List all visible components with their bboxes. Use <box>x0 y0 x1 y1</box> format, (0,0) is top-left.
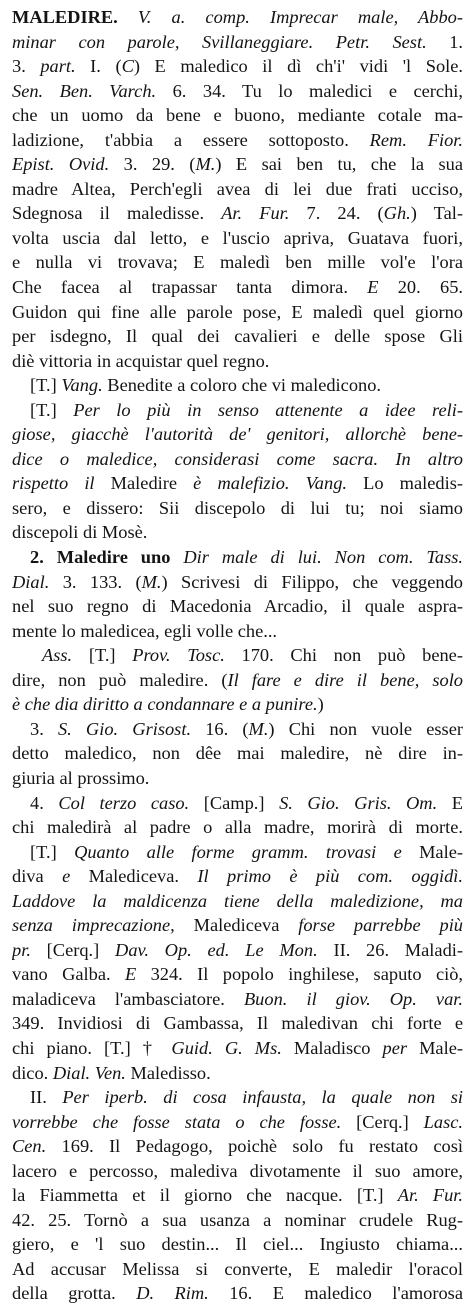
text-line <box>12 938 463 963</box>
text-line <box>12 815 463 840</box>
italic-run: è che dia diritto a condannare e a punire. <box>12 694 318 715</box>
italic-run: S. Gio. Gris. Om. <box>279 792 438 813</box>
text-line <box>12 275 463 300</box>
text-line <box>12 128 463 153</box>
text-run: ) <box>317 694 324 715</box>
text-run: 170. Chi non può bene- <box>224 645 463 666</box>
text-run: diè vittoria in acquistar quel regno. <box>12 350 270 371</box>
italic-run: E <box>125 964 137 985</box>
text-line <box>12 349 463 374</box>
text-line <box>12 300 463 325</box>
italic-run: Rem. Fior. <box>369 129 463 150</box>
text-run: I. ( <box>75 56 122 77</box>
italic-run: Guid. G. Ms. <box>171 1037 282 1058</box>
text-run: 16. ( <box>191 718 249 739</box>
text-line <box>12 766 463 791</box>
text-run: che un uomo da bene e buono, mediante cotale ma- <box>12 105 463 126</box>
italic-run: S. Gio. Grisost. <box>57 718 192 739</box>
text-run: discepoli di Mosè. <box>12 522 148 543</box>
italic-run: pr. <box>12 939 31 960</box>
text-line <box>12 1134 463 1159</box>
dictionary-entry-maledire <box>12 5 463 1306</box>
text-line <box>12 619 463 644</box>
text-run: ladizione, t'abbia a essere sottoposto. <box>12 129 370 150</box>
text-line <box>12 545 463 570</box>
italic-run: minar con parole, Svillaneggiare. Petr. Sest. <box>12 31 427 52</box>
text-run: 7. 24. ( <box>289 203 384 224</box>
text-run: [T.] <box>30 375 62 396</box>
text-run: madre Altea, Perch'egli avea di lei due frati ucciso, <box>12 178 463 199</box>
headword: MALEDIRE. <box>12 7 118 27</box>
italic-run: Dial. <box>12 571 50 592</box>
text-run: diva <box>12 866 63 887</box>
text-line <box>12 54 463 79</box>
italic-run: V. a. comp. Imprecar male, Abbo- <box>137 7 463 27</box>
text-run: maladiceva l'ambasciatore. <box>12 988 244 1009</box>
text-run: la Fiammetta et il giorno che nacque. [T.] <box>12 1185 398 1206</box>
text-line <box>12 226 463 251</box>
italic-run: Il fare e dire il bene, solo <box>227 669 463 690</box>
text-run: Maledisso. <box>125 1062 211 1083</box>
text-line <box>12 1183 463 1208</box>
text-line <box>12 1257 463 1282</box>
text-run: 42. 25. Tornò a sua usanza a nominar crudele Rug- <box>12 1209 463 1230</box>
italic-run: rispetto il <box>12 473 95 494</box>
text-line <box>12 447 463 472</box>
italic-run: Sen. Ben. Varch. <box>12 80 157 101</box>
text-line <box>12 1159 463 1184</box>
text-run: 3. <box>12 56 41 77</box>
text-run: [Cerq.] <box>30 939 116 960</box>
text-line <box>12 30 463 55</box>
text-run: Malediceva <box>174 915 299 936</box>
text-run: ) E maledico il dì ch'i' vidi 'l Sole. <box>133 56 463 77</box>
italic-run: senza imprecazione, <box>12 915 175 936</box>
text-run: giuria al prossimo. <box>12 767 150 788</box>
text-run: Lo maledis- <box>347 473 463 494</box>
text-line <box>12 692 463 717</box>
text-line <box>12 201 463 226</box>
text-run: Sdegnosa il maledisse. <box>12 203 222 224</box>
text-run: 3. <box>30 718 58 739</box>
italic-run: M. <box>248 718 269 739</box>
text-run: Guidon qui fine alle parole pose, E maledì quel giorno <box>12 301 463 322</box>
italic-run: D. Rim. <box>136 1283 209 1304</box>
text-run: Male- <box>407 1037 463 1058</box>
italic-run: forse parrebbe più <box>298 915 463 936</box>
text-line <box>12 250 463 275</box>
italic-run: Il primo è più com. oggidì. <box>197 866 463 887</box>
text-run: ) Scrivesi di Filippo, che veggendo <box>161 571 463 592</box>
text-line <box>12 741 463 766</box>
text-run: nel suo regno di Macedonia Arcadio, il quale aspra- <box>12 596 463 617</box>
text-line <box>12 398 463 423</box>
text-line <box>12 5 463 30</box>
text-line <box>12 1281 463 1306</box>
text-run: vano Galba. <box>12 964 125 985</box>
text-line <box>12 840 463 865</box>
italic-run: Quanto alle forme gramm. trovasi e <box>74 841 402 862</box>
text-run: per isdegno, Il qual dei cavalieri e delle spose Gli <box>12 326 463 347</box>
text-run <box>170 547 183 567</box>
italic-run: M. <box>141 571 162 592</box>
text-line <box>12 1085 463 1110</box>
text-run: Che facea al trapassar tanta dimora. <box>12 277 368 298</box>
italic-run: Col terzo caso. <box>58 792 190 813</box>
text-line <box>12 1208 463 1233</box>
text-run: 4. <box>30 792 59 813</box>
text-line <box>12 79 463 104</box>
text-run: e nulla vi trovava; E maledì ben mille vol'e l'ora <box>12 252 463 273</box>
text-run: [Cerq.] <box>341 1111 424 1132</box>
text-run: 169. Il Pedagogo, poichè solo fu restato così <box>46 1136 463 1157</box>
text-run <box>289 473 305 493</box>
italic-run: e <box>62 866 71 887</box>
text-line <box>12 1061 463 1086</box>
text-run: chi maledirà al padre o alla madre, morirà di morte. <box>12 817 463 838</box>
text-line <box>12 324 463 349</box>
text-line <box>12 471 463 496</box>
text-line <box>12 987 463 1012</box>
italic-run: dice o maledice, considerasi come sacra. In altro <box>12 448 463 469</box>
text-line <box>12 643 463 668</box>
text-run: [T.] <box>72 645 133 666</box>
text-run: Ad accusar Melissa si converte, E maledir l'oracol <box>12 1258 463 1279</box>
italic-run: Per iperb. di cosa infausta, la quale non si <box>62 1087 463 1108</box>
text-run: II. <box>30 1087 63 1108</box>
text-run: volta uscia dal letto, e l'uscio apriva, Guatava fuori, <box>12 227 463 248</box>
text-line <box>12 791 463 816</box>
text-run: 1. <box>426 31 463 52</box>
text-line <box>12 103 463 128</box>
text-line <box>12 717 463 742</box>
italic-run: Dial. Ven. <box>52 1062 126 1083</box>
text-run: dico. <box>12 1062 53 1083</box>
text-run: Male- <box>401 841 463 862</box>
text-run: Maladisco <box>281 1037 383 1058</box>
text-line <box>12 668 463 693</box>
italic-run: Per lo più in senso attenente a idee reli- <box>73 399 463 420</box>
text-run: E <box>437 792 463 813</box>
text-line <box>12 373 463 398</box>
text-run: Benedite a coloro che vi maledicono. <box>102 375 382 396</box>
text-run: [T.] <box>30 399 74 420</box>
italic-run: E <box>367 277 379 298</box>
italic-run: Gh. <box>383 203 411 224</box>
text-line <box>12 594 463 619</box>
text-line <box>12 152 463 177</box>
italic-run: Buon. il giov. Op. var. <box>243 988 463 1009</box>
italic-run: Prov. Tosc. <box>132 645 225 666</box>
italic-run: Epist. Ovid. <box>12 154 110 175</box>
text-line <box>12 177 463 202</box>
italic-run: Lasc. <box>423 1111 463 1132</box>
text-line <box>12 570 463 595</box>
text-run: 16. E maledico l'amorosa <box>208 1283 463 1304</box>
text-line <box>12 520 463 545</box>
text-run: ) E sai ben tu, che la sua <box>215 154 463 175</box>
text-line <box>12 913 463 938</box>
text-run: 324. Il popolo inghilese, saputo ciò, <box>136 964 463 985</box>
italic-run: Ar. Fur. <box>397 1185 463 1206</box>
text-line <box>12 422 463 447</box>
italic-run: giose, giacchè l'autorità de' genitori, allorchè bene- <box>12 424 463 445</box>
italic-run: vorrebbe che fosse stata o che fosse. <box>12 1111 342 1132</box>
text-run <box>118 7 138 27</box>
text-run: giero, e 'l suo destin... Il ciel... Ingiusto chiama... <box>12 1234 463 1255</box>
text-run: chi piano. [T.] † <box>12 1037 172 1058</box>
text-run: Malediceva. <box>70 866 198 887</box>
text-run: [T.] <box>30 841 75 862</box>
text-run: dire, non può maledire. ( <box>12 669 228 690</box>
text-run: 20. 65. <box>378 277 463 298</box>
italic-run: Laddove la maldicenza tiene della maledizione, ma <box>12 890 463 911</box>
italic-run: Vang. <box>61 375 103 396</box>
italic-run: M. <box>195 154 216 175</box>
italic-run: per <box>382 1037 408 1058</box>
italic-run: C <box>121 56 134 77</box>
text-line <box>12 1011 463 1036</box>
italic-run: Ar. Fur. <box>221 203 290 224</box>
text-run: 3. 133. ( <box>49 571 142 592</box>
headword: 2. Maledire uno <box>30 547 171 568</box>
text-line <box>12 1110 463 1135</box>
italic-run: Dav. Op. ed. Le Mon. <box>115 939 318 960</box>
text-line <box>12 1232 463 1257</box>
text-run: detto maledico, non dêe mai maledire, nè dire in- <box>12 743 463 764</box>
text-run: 6. 34. Tu lo maledici e cerchi, <box>156 80 463 101</box>
italic-run: Ass. <box>42 645 73 666</box>
italic-run: Cen. <box>12 1136 47 1157</box>
text-run: II. 26. Maladi- <box>317 939 463 960</box>
text-run: della grotta. <box>12 1283 137 1304</box>
text-line <box>12 1036 463 1061</box>
text-run: ) Tal- <box>410 203 463 224</box>
text-line <box>12 962 463 987</box>
text-run: ) Chi non vuole esser <box>268 718 463 739</box>
text-run: [Camp.] <box>189 792 280 813</box>
italic-run: part. <box>40 56 76 77</box>
italic-run: Dir male di lui. Non com. Tass. <box>183 547 463 568</box>
text-line <box>12 496 463 521</box>
text-line <box>12 889 463 914</box>
text-line <box>12 864 463 889</box>
text-run: Maledire <box>94 473 194 494</box>
text-run: mente lo maledicea, egli volle che... <box>12 620 278 641</box>
text-run: sero, e dissero: Sii discepolo di lui tu; noi siamo <box>12 497 463 518</box>
italic-run: è malefizio. <box>193 473 290 494</box>
italic-run: Vang. <box>305 473 347 494</box>
text-run: 349. Invidiosi di Gambassa, Il maledivan chi forte e <box>12 1013 463 1034</box>
text-run: lacero e percosso, malediva divotamente il suo amore, <box>12 1160 463 1181</box>
text-run: 3. 29. ( <box>109 154 196 175</box>
